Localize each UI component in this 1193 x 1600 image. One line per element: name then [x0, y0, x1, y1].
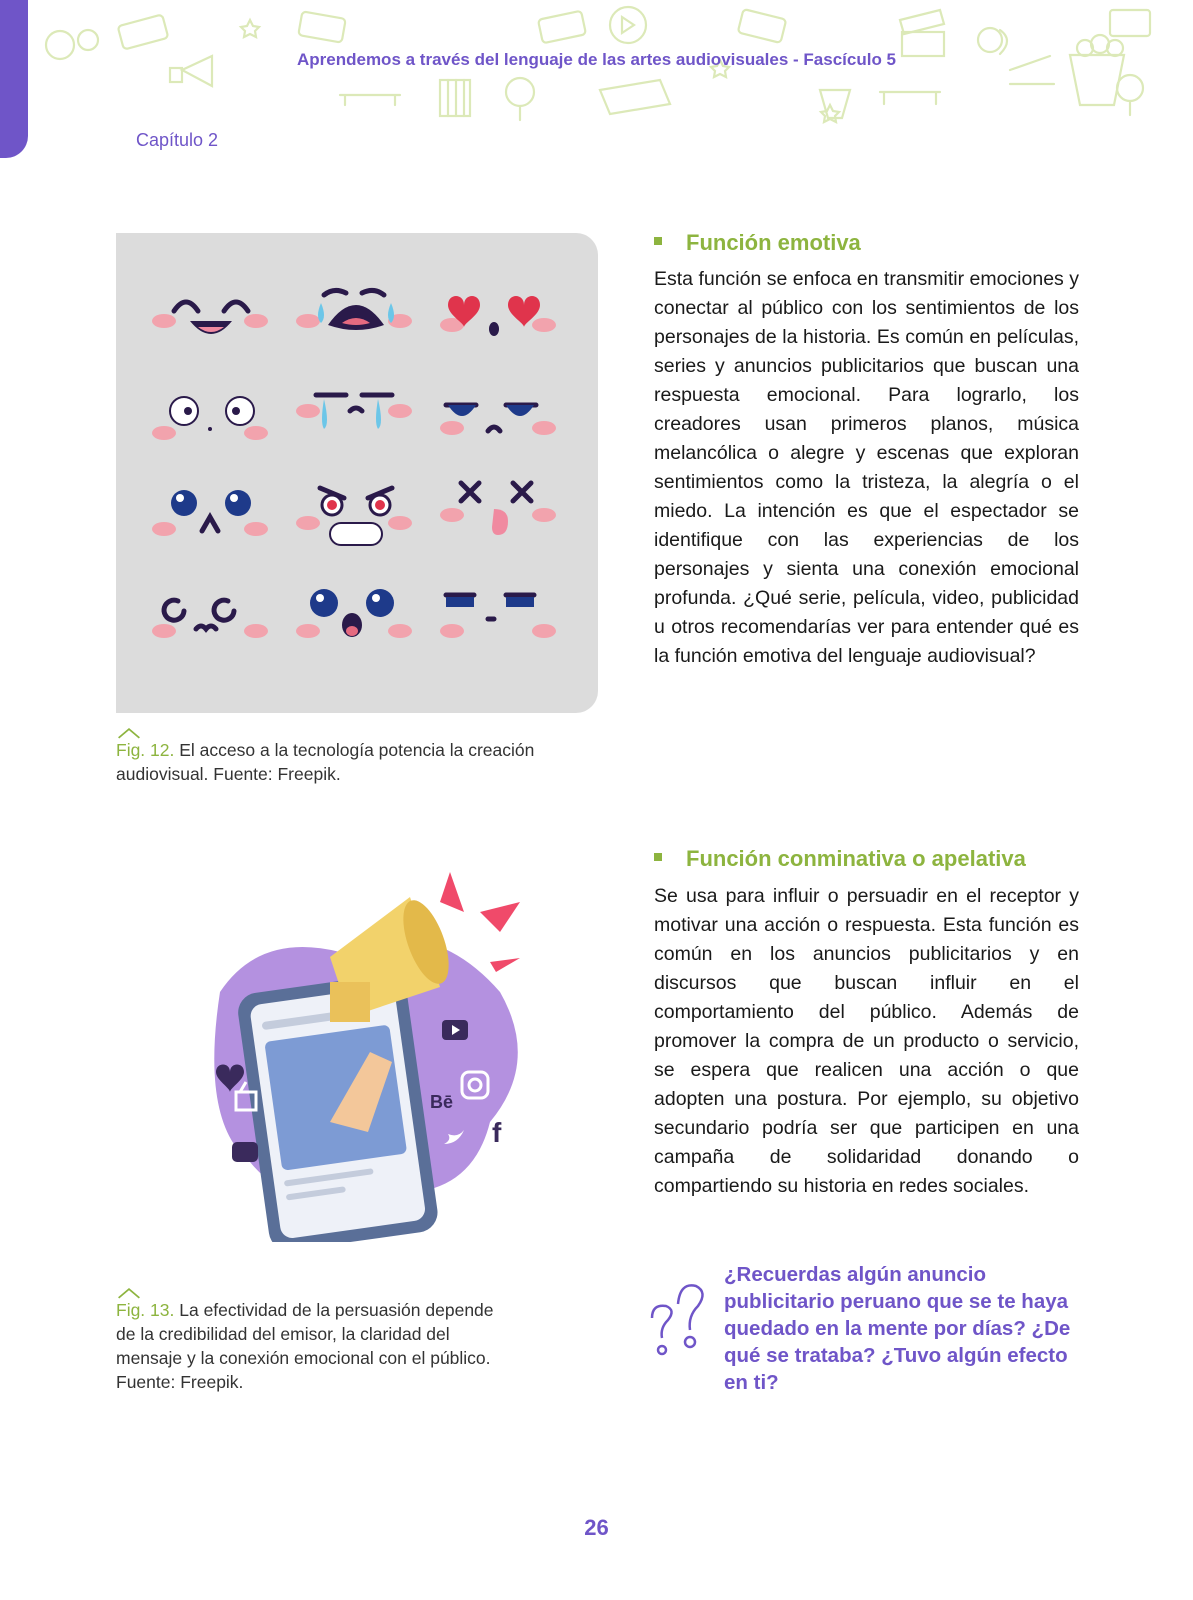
- paragraph-funcion-emotiva: Esta función se enfoca en transmitir emociones y conectar al público con los sentimientos de los personajes de la historia. Es común en películas, series y anuncios publicitarios que buscan una respuesta emocional. Para lograrlo, los creadores usan primeros planos, música melancólica o alegre y escenas que exploran sentimientos como la tristeza, la alegría o el miedo. La intención es que el espectador se identifique con las experiencias de los personajes y sienta una conexión emocional profunda. ¿Qué serie, película, video, publicidad u otros recomendarías ver para entender qué es la función emotiva del lenguaje audiovisual?: [654, 268, 1079, 667]
- figure-13-caption-text: La efectividad de la persuasión depende de la credibilidad del emisor, la claridad del mensaje y la conexión emocional con el público. Fuente: Freepik.: [116, 1300, 494, 1392]
- question-marks-icon: [648, 1278, 708, 1360]
- bullet-square-icon: [654, 237, 662, 245]
- heading-funcion-emotiva: Función emotiva: [654, 230, 861, 256]
- page-number: 26: [584, 1515, 609, 1540]
- behance-icon: Bē: [430, 1092, 454, 1112]
- figure-12-emoji-faces: [116, 233, 598, 713]
- figure-13-megaphone-phone: [180, 872, 540, 1242]
- paragraph-funcion-apelativa: Se usa para influir o persuadir en el receptor y motivar una acción o respuesta. Esta función es común en los anuncios publicitarios y en discursos que buscan influir en el comportamiento del público. Además de promover la compra de un producto o servicio, se espera que realicen una acción o que adopten una postura. Por ejemplo, su objetivo secundario podría ser que participen en una campaña de solidaridad donando o compartiendo su historia en redes sociales.: [654, 885, 1079, 1197]
- figure-12-label: Fig. 12.: [116, 740, 175, 760]
- caption-caret-icon: ︿: [118, 716, 141, 741]
- facebook-icon: f: [492, 1117, 502, 1148]
- caption-caret-icon: ︿: [118, 1276, 141, 1301]
- figure-12-caption-text: El acceso a la tecnología potencia la creación audiovisual. Fuente: Freepik.: [116, 740, 535, 784]
- series-title: Aprendemos a través del lenguaje de las artes audiovisuales - Fascículo 5: [296, 50, 897, 69]
- heading-funcion-apelativa: Función conminativa o apelativa: [654, 846, 1026, 872]
- bullet-square-icon: [654, 853, 662, 861]
- figure-13-label: Fig. 13.: [116, 1300, 175, 1320]
- chapter-label: Capítulo 2: [136, 130, 219, 150]
- kawaii-faces-illustration: [116, 233, 598, 713]
- reflection-question: ¿Recuerdas algún anuncio publicitario peruano que se te haya quedado en la mente por días? ¿De qué se trataba? ¿Tuvo algún efecto en ti?: [724, 1263, 1071, 1394]
- figure-13-caption: [116, 1298, 516, 1394]
- figure-12-caption: [116, 738, 536, 786]
